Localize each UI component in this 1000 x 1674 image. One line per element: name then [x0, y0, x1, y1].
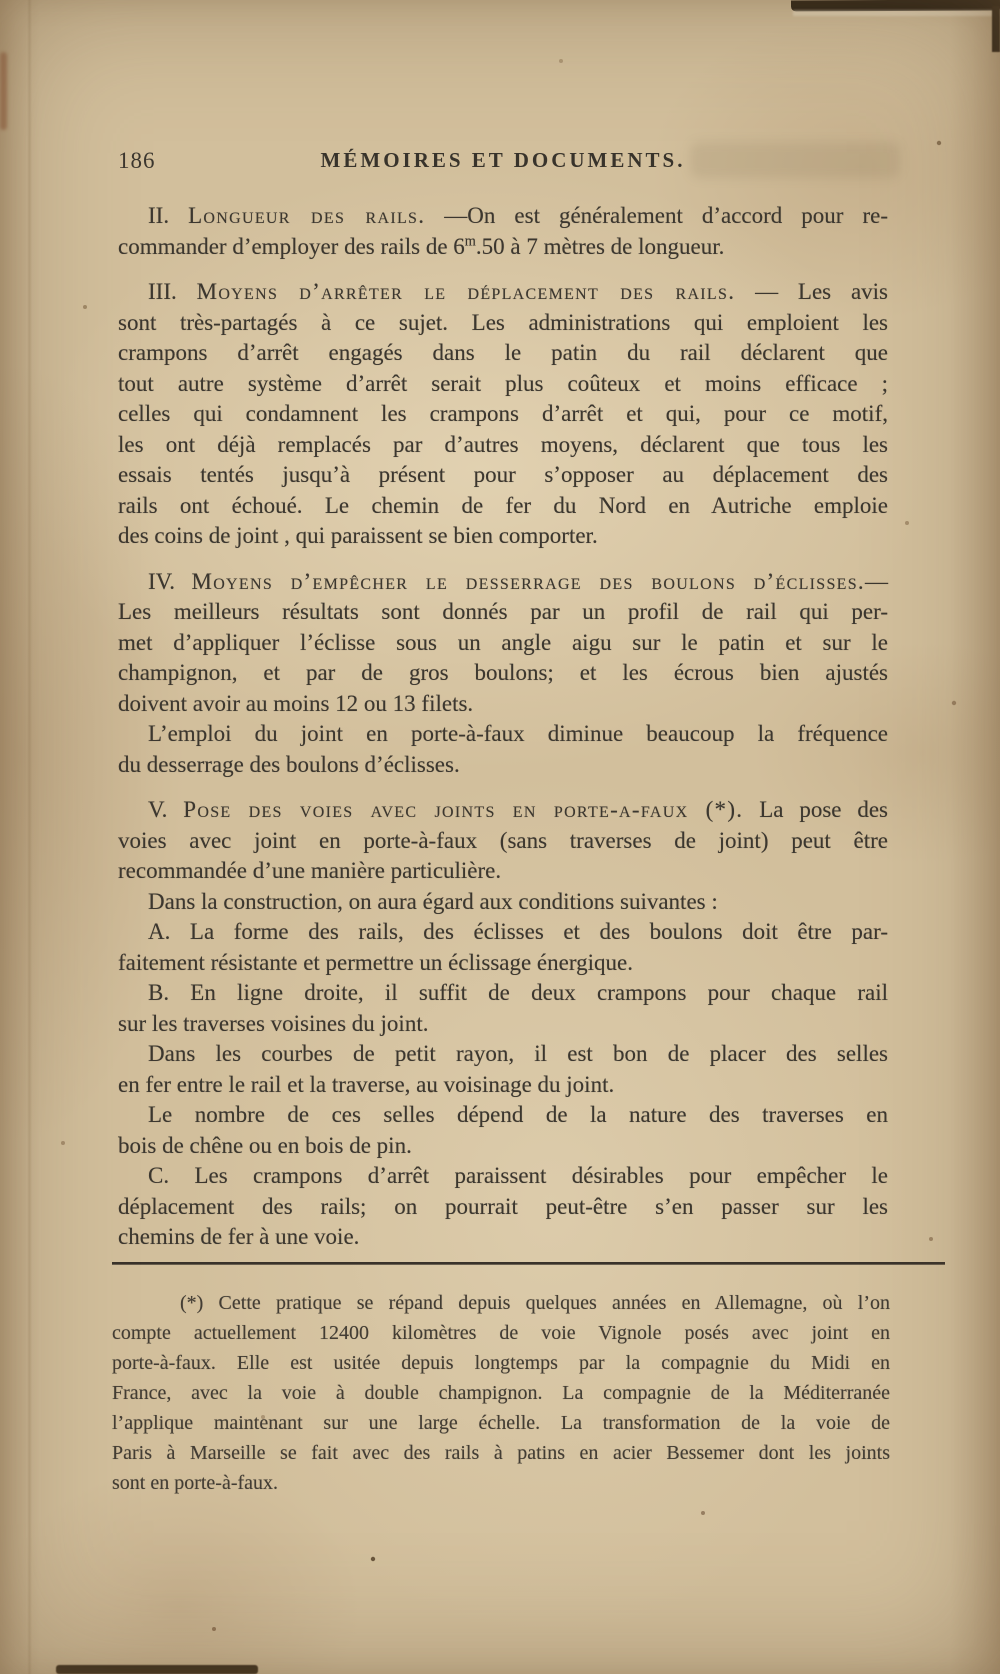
paragraph-item-a	[118, 917, 888, 978]
text-line: voies avec joint en porte-à-faux (sans traverses de joint) peut être	[118, 827, 888, 853]
text-segment: La pose des	[743, 797, 888, 822]
text-line: compte actuellement 12400 kilomètres de voie Vignole posés avec joint en	[112, 1322, 890, 1344]
footnote-separator-rule	[112, 1262, 945, 1265]
text-line	[118, 277, 888, 308]
text-line: doivent avoir au moins 12 ou 13 filets.	[118, 690, 474, 716]
paragraph-section-iv	[118, 567, 888, 720]
small-caps-heading: Moyens d’arrêter le déplacement des rails.	[196, 279, 736, 304]
text-line: chemins de fer à une voie.	[118, 1224, 360, 1249]
text-line: sur les traverses voisines du joint.	[118, 1010, 429, 1036]
text-line: France, avec la voie à double champignon. La compagnie de la Méditerranée	[112, 1382, 890, 1404]
text-segment: .50 à 7 mètres de longueur.	[475, 233, 725, 259]
text-line: les ont déjà remplacés par d’autres moyens, déclarent que tous les	[118, 431, 888, 457]
text-line: recommandée d’une manière particulière.	[118, 858, 502, 883]
scan-edge-highlight	[793, 10, 1000, 16]
text-line: porte-à-faux. Elle est usitée depuis longtemps par la compagnie du Midi en	[112, 1352, 890, 1374]
footnote	[112, 1288, 890, 1498]
text-line: bois de chêne ou en bois de pin.	[118, 1132, 412, 1158]
text-line: celles qui condamnent les crampons d’arrêt et qui, pour ce motif,	[118, 401, 888, 426]
footnote-paragraph	[112, 1288, 890, 1498]
text-line: Dans la construction, on aura égard aux conditions suivantes :	[148, 888, 718, 914]
text-segment: II.	[148, 203, 189, 228]
running-title: MÉMOIRES ET DOCUMENTS.	[320, 148, 686, 172]
paragraph-selles	[118, 1100, 888, 1161]
text-line: Dans les courbes de petit rayon, il est bon de placer des selles	[148, 1041, 888, 1066]
text-line	[118, 567, 888, 598]
text-line: faitement résistante et permettre un éclissage énergique.	[118, 949, 633, 975]
text-line: essais tentés jusqu’à présent pour s’opposer au déplacement des	[118, 462, 888, 487]
scan-edge-top-right	[791, 0, 1000, 11]
paragraph-construction	[118, 887, 888, 918]
text-line: Le nombre de ces selles dépend de la nature des traverses en	[148, 1102, 888, 1127]
page-text-block	[118, 186, 888, 1253]
scan-edge-bottom-left	[56, 1665, 258, 1674]
text-line: B. En ligne droite, il suffit de deux crampons pour chaque rail	[148, 980, 888, 1005]
text-segment: V.	[148, 797, 184, 822]
superscript: m	[464, 232, 476, 249]
text-line	[118, 232, 888, 263]
paragraph-courbes	[118, 1039, 888, 1100]
text-line: rails ont échoué. Le chemin de fer du Nord en Autriche emploie	[118, 492, 888, 518]
small-caps-heading: Moyens d’empêcher le desserrage des boulons d’éclisses.	[191, 568, 865, 594]
text-segment: —On est généralement d’accord pour re-	[425, 203, 888, 228]
paper-crease	[27, 0, 32, 1674]
text-line: met d’appliquer l’éclisse sous un angle aigu sur le patin et sur le	[118, 629, 888, 655]
paragraph-item-b	[118, 978, 888, 1039]
scan-edge-right	[992, 6, 1000, 52]
text-line	[118, 201, 888, 232]
text-line: Les meilleurs résultats sont donnés par un profil de rail qui per-	[118, 599, 888, 624]
text-line	[118, 795, 888, 826]
text-line: champignon, et par de gros boulons; et les écrous bien ajustés	[118, 660, 888, 685]
text-line: L’emploi du joint en porte-à-faux diminue beaucoup la fréquence	[148, 721, 888, 746]
text-line: C. Les crampons d’arrêt paraissent désirables pour empêcher le	[148, 1163, 888, 1188]
text-line: crampons d’arrêt engagés dans le patin du rail déclarent que	[118, 340, 888, 365]
text-segment: —	[865, 568, 888, 594]
text-segment: — Les avis	[735, 279, 888, 304]
text-line: l’applique maintenant sur une large échelle. La transformation de la voie de	[112, 1412, 890, 1434]
text-line: sont très-partagés à ce sujet. Les administrations qui emploient les	[118, 309, 888, 335]
text-line: sont en porte-à-faux.	[112, 1472, 279, 1494]
paragraph-item-c	[118, 1161, 888, 1253]
paper-specks	[0, 0, 2, 2]
text-line: Paris à Marseille se fait avec des rails à patins en acier Bessemer dont les joints	[112, 1442, 890, 1464]
text-segment: IV.	[148, 568, 192, 594]
text-line: des coins de joint , qui paraissent se bien comporter.	[118, 523, 598, 548]
text-line: déplacement des rails; on pourrait peut-être s’en passer sur les	[118, 1193, 888, 1219]
text-line: tout autre système d’arrêt serait plus coûteux et moins efficace ;	[118, 370, 888, 396]
page-number: 186	[118, 148, 156, 173]
paragraph-section-v	[118, 795, 888, 887]
text-segment: commander d’employer des rails de 6	[118, 233, 465, 259]
text-segment: III.	[148, 279, 197, 304]
text-line: (*) Cette pratique se répand depuis quelques années en Allemagne, où l’on	[180, 1292, 890, 1314]
small-caps-heading: Pose des voies avec joints en porte-a-faux (*).	[183, 797, 744, 822]
paragraph-section-ii	[118, 201, 888, 262]
text-line: en fer entre le rail et la traverse, au voisinage du joint.	[118, 1071, 615, 1097]
text-line: du desserrage des boulons d’éclisses.	[118, 751, 460, 777]
text-line: A. La forme des rails, des éclisses et des boulons doit être par-	[148, 919, 888, 944]
scan-edge-left-stain	[0, 52, 7, 130]
small-caps-heading: Longueur des rails.	[188, 203, 426, 228]
page-header	[118, 148, 888, 178]
paragraph-porte-a-faux	[118, 719, 888, 780]
paragraph-section-iii	[118, 277, 888, 552]
